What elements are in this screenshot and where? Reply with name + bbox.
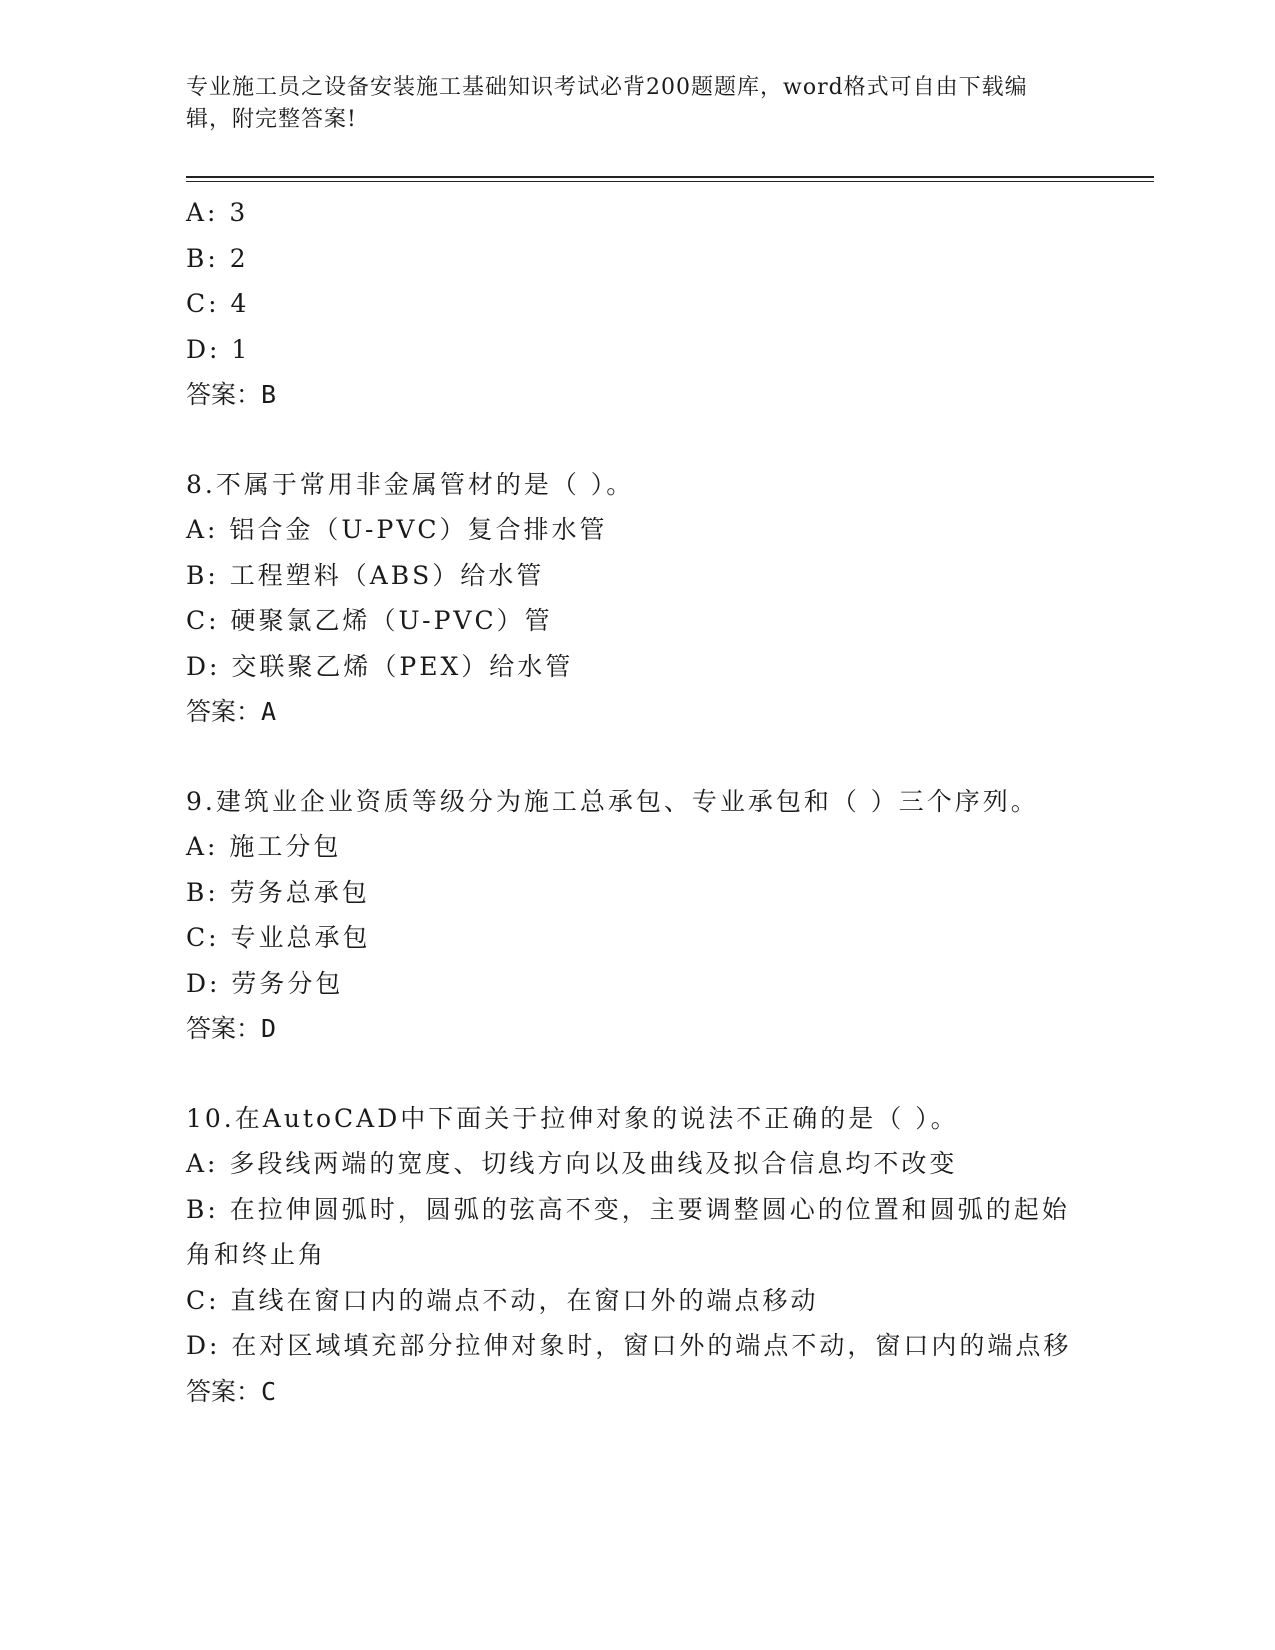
option-d: D: 劳务分包 bbox=[186, 968, 344, 998]
answer: 答案：C bbox=[186, 1376, 277, 1406]
answer: 答案：A bbox=[186, 697, 277, 726]
question-stem: 9.建筑业企业资质等级分为施工总承包、专业承包和（ ）三个序列。 bbox=[186, 786, 1039, 816]
question-8 bbox=[186, 462, 1076, 735]
option-a: A: 施工分包 bbox=[186, 832, 342, 861]
question-10 bbox=[186, 1096, 1076, 1415]
option-a: A: 3 bbox=[186, 198, 249, 227]
question-7 bbox=[186, 190, 1076, 418]
option-a: A: 铝合金（U-PVC）复合排水管 bbox=[186, 515, 608, 544]
spacer bbox=[186, 735, 1076, 779]
option-c: C: 硬聚氯乙烯（U-PVC）管 bbox=[186, 606, 553, 635]
question-stem: 10.在AutoCAD中下面关于拉伸对象的说法不正确的是（ ）。 bbox=[186, 1103, 959, 1133]
option-b: B: 2 bbox=[186, 243, 249, 273]
option-d: D: 交联聚乙烯（PEX）给水管 bbox=[186, 651, 574, 681]
question-list bbox=[186, 190, 1076, 1414]
option-d: D: 在对区域填充部分拉伸对象时，窗口外的端点不动，窗口内的端点移 bbox=[186, 1331, 1072, 1360]
option-b: B: 工程塑料（ABS）给水管 bbox=[186, 560, 545, 590]
option-c: C: 直线在窗口内的端点不动，在窗口外的端点移动 bbox=[186, 1285, 819, 1315]
answer: 答案：D bbox=[186, 1014, 277, 1043]
option-b: B: 在拉伸圆弧时，圆弧的弦高不变，主要调整圆心的位置和圆弧的起始角和终止角 bbox=[186, 1194, 1070, 1269]
option-c: C: 专业总承包 bbox=[186, 923, 371, 952]
option-a: A: 多段线两端的宽度、切线方向以及曲线及拟合信息均不改变 bbox=[186, 1149, 958, 1178]
spacer bbox=[186, 418, 1076, 462]
option-c: C: 4 bbox=[186, 289, 250, 318]
answer: 答案：B bbox=[186, 380, 277, 409]
question-stem: 8.不属于常用非金属管材的是（ ）。 bbox=[186, 469, 635, 499]
header-divider bbox=[186, 176, 1154, 178]
option-b: B: 劳务总承包 bbox=[186, 877, 370, 907]
question-9 bbox=[186, 779, 1076, 1052]
document-title: 专业施工员之设备安装施工基础知识考试必背200题题库，word格式可自由下载编辑，附完整答案! bbox=[186, 75, 1028, 132]
option-d: D: 1 bbox=[186, 334, 251, 364]
spacer bbox=[186, 1052, 1076, 1096]
page-header bbox=[186, 72, 1066, 136]
